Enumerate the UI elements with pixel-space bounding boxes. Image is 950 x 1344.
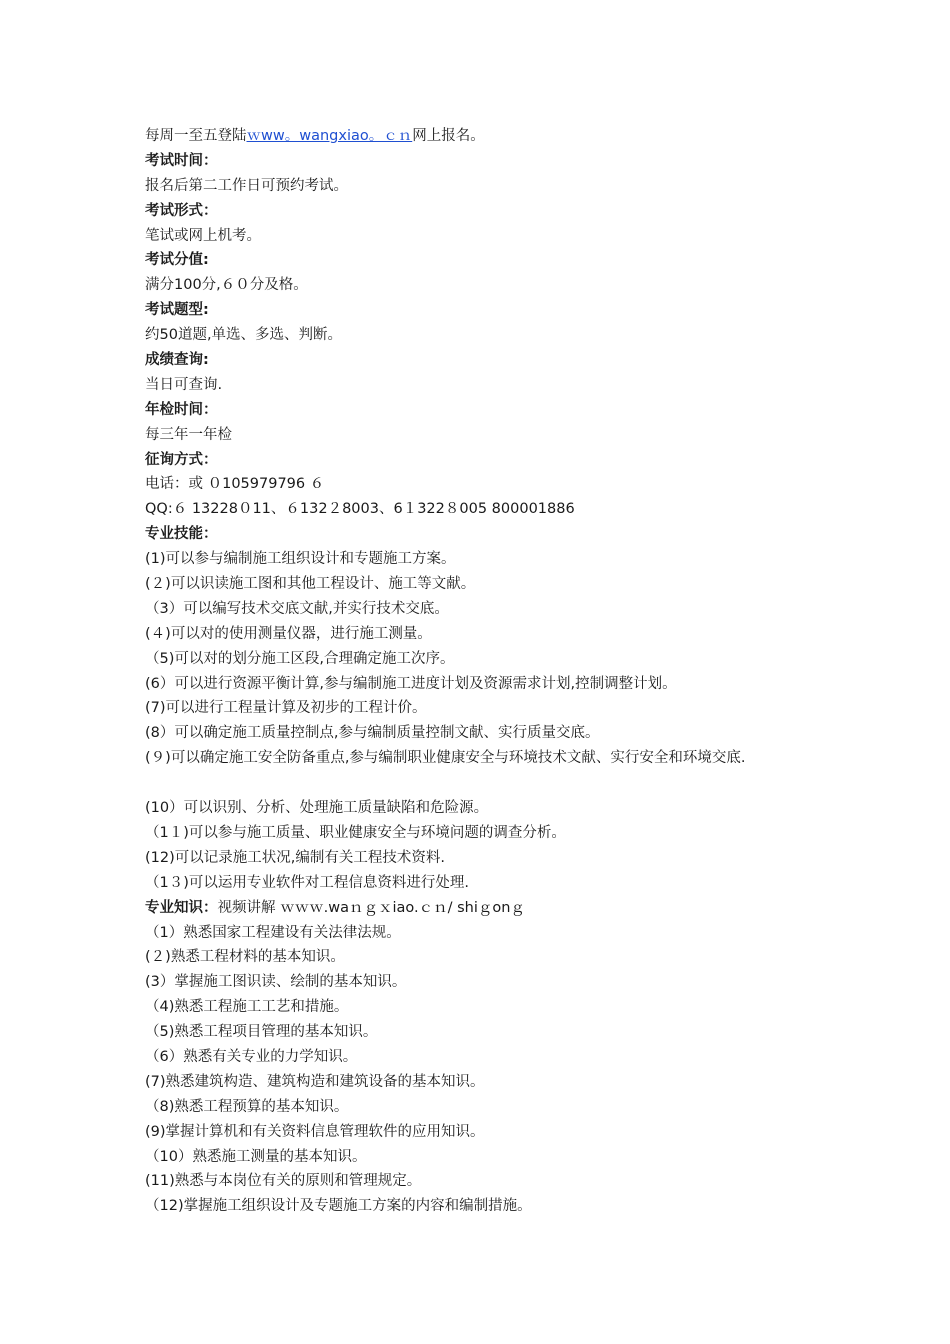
annual-check-heading: 年检时间： xyxy=(145,401,218,418)
exam-type-heading: 考试题型: xyxy=(145,302,209,319)
skill-item: （1１)可以参与施工质量、职业健康安全与环境问题的调查分析。 xyxy=(145,824,566,841)
result-query-heading: 成绩查询: xyxy=(145,352,209,369)
exam-time-heading: 考试时间： xyxy=(145,152,218,169)
exam-time-text: 报名后第二工作日可预约考试。 xyxy=(145,177,348,194)
result-query-text: 当日可查询. xyxy=(145,376,223,393)
exam-score-text: 满分100分,６０分及格。 xyxy=(145,277,308,294)
skill-item: （3）可以编写技术交底文献,并实行技术交底。 xyxy=(145,600,449,617)
contact-phone: 电话：或 ０105979796 ６ xyxy=(145,476,325,493)
exam-type-text: 约50道题,单选、多选、判断。 xyxy=(145,327,343,344)
skill-item: (10）可以识别、分析、处理施工质量缺陷和危险源。 xyxy=(145,800,489,817)
knowledge-item: （5)熟悉工程项目管理的基本知识。 xyxy=(145,1024,378,1041)
knowledge-heading: 专业知识： xyxy=(145,899,218,916)
knowledge-item: （6）熟悉有关专业的力学知识。 xyxy=(145,1048,358,1065)
register-prefix: 每周一至五登陆 xyxy=(145,128,247,144)
exam-form-heading: 考试形式： xyxy=(145,202,218,219)
knowledge-item: （1）熟悉国家工程建设有关法律法规。 xyxy=(145,924,401,941)
contact-heading: 征询方式： xyxy=(145,451,218,468)
knowledge-line xyxy=(145,896,825,921)
document-body xyxy=(145,124,825,1219)
knowledge-item: (11)熟悉与本岗位有关的原则和管理规定。 xyxy=(145,1173,422,1190)
contact-qq: QQ:６ 13228０11、６132２8003、6１322８005 800001886 xyxy=(145,501,575,518)
knowledge-item: （10）熟悉施工测量的基本知识。 xyxy=(145,1148,367,1165)
skill-item: （1３)可以运用专业软件对工程信息资料进行处理. xyxy=(145,874,469,891)
skill-item: (２)可以识读施工图和其他工程设计、施工等文献。 xyxy=(145,576,476,593)
knowledge-item: (9)掌握计算机和有关资料信息管理软件的应用知识。 xyxy=(145,1123,485,1140)
knowledge-video: 视频讲解 ｗｗｗ.waｎｇｘiao.ｃｎ/ shiｇonｇ xyxy=(217,899,525,916)
exam-score-heading: 考试分值: xyxy=(145,252,209,269)
skill-item: (12)可以记录施工状况,编制有关工程技术资料. xyxy=(145,849,445,866)
skill-item: （5)可以对的划分施工区段,合理确定施工次序。 xyxy=(145,650,455,667)
skill-item: (４)可以对的使用测量仪器，进行施工测量。 xyxy=(145,625,432,642)
skill-item: (7)可以进行工程量计算及初步的工程计价。 xyxy=(145,700,427,717)
annual-check-text: 每三年一年检 xyxy=(145,426,232,443)
skill-item: (1)可以参与编制施工组织设计和专题施工方案。 xyxy=(145,551,456,568)
knowledge-item: (7)熟悉建筑构造、建筑构造和建筑设备的基本知识。 xyxy=(145,1073,485,1090)
knowledge-item: （12)掌握施工组织设计及专题施工方案的内容和编制措施。 xyxy=(145,1198,532,1215)
knowledge-item: (２)熟悉工程材料的基本知识。 xyxy=(145,949,345,966)
wangxiao-link[interactable]: ｗww。wangxiao。ｃｎ xyxy=(246,128,413,144)
exam-form-text: 笔试或网上机考。 xyxy=(145,227,261,244)
register-suffix: 网上报名。 xyxy=(412,128,485,144)
knowledge-item: （8)熟悉工程预算的基本知识。 xyxy=(145,1098,349,1115)
skill-item: (6）可以进行资源平衡计算,参与编制施工进度计划及资源需求计划,控制调整计划。 xyxy=(145,675,677,692)
skill-item: (8）可以确定施工质量控制点,参与编制质量控制文献、实行质量交底。 xyxy=(145,725,600,742)
knowledge-item: (3）掌握施工图识读、绘制的基本知识。 xyxy=(145,974,407,991)
skills-heading: 专业技能： xyxy=(145,526,218,543)
skill-item: (９)可以确定施工安全防备重点,参与编制职业健康安全与环境技术文献、实行安全和环境交底. xyxy=(145,750,746,767)
register-line xyxy=(145,124,825,149)
knowledge-item: （4)熟悉工程施工工艺和措施。 xyxy=(145,999,349,1016)
